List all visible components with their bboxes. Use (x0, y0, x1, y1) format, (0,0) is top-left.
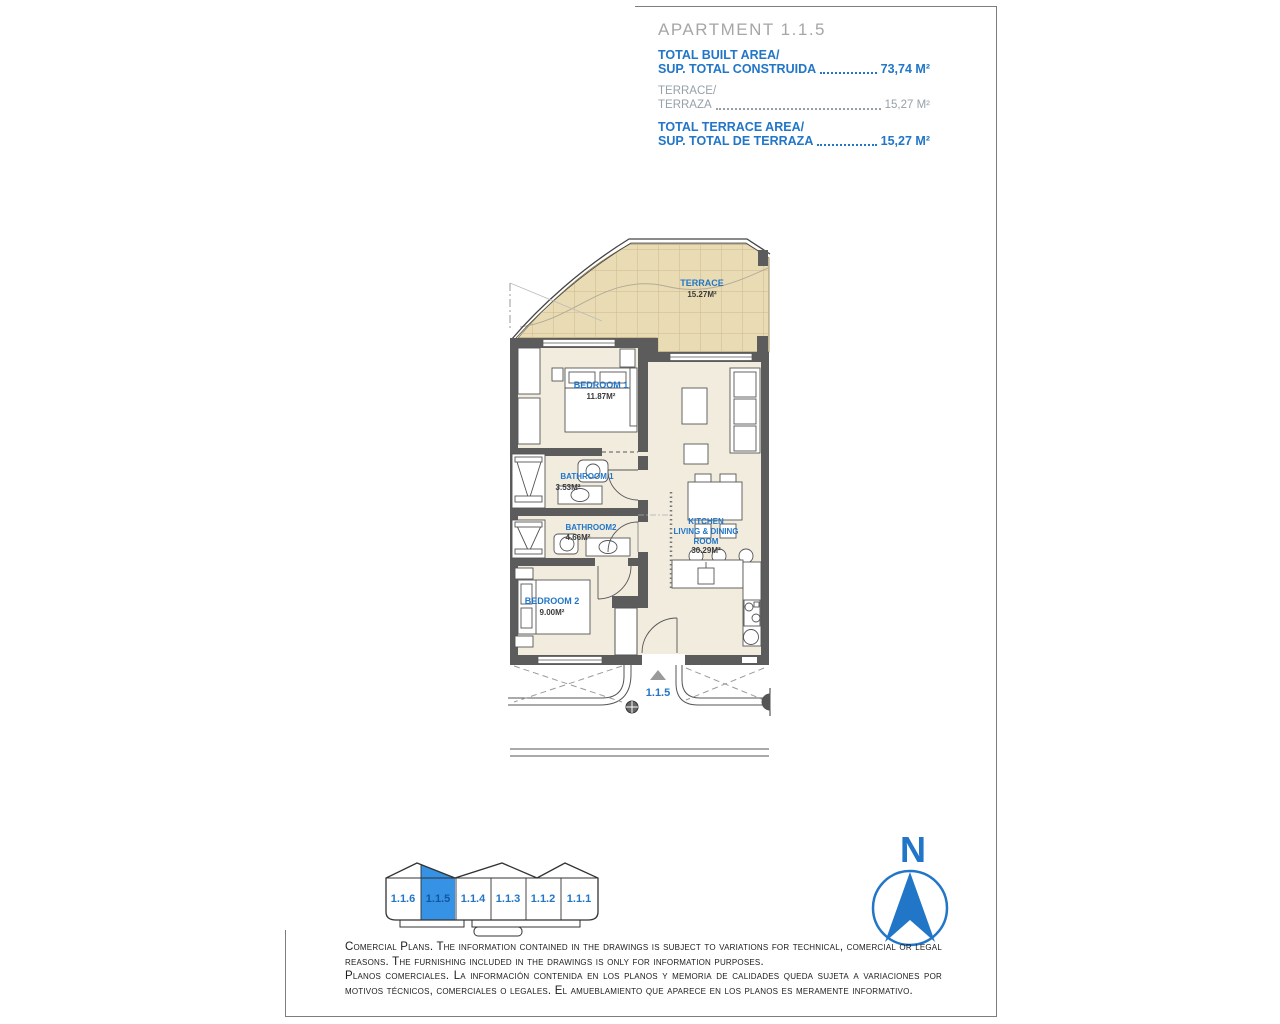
built-area-label-en: TOTAL BUILT AREA/ (658, 48, 780, 62)
bedroom2-name: BEDROOM 2 (524, 596, 580, 606)
dresser (620, 349, 635, 367)
room-terrace (510, 239, 770, 352)
sheet-border-right (996, 6, 997, 1017)
bathroom2-name: BATHROOM2 (565, 523, 617, 532)
entrance-arrow-icon (650, 670, 666, 680)
terrace-area: 15.27M² (687, 290, 717, 299)
terrace-label-en: TERRACE/ (658, 85, 717, 97)
bathroom1-area: 3.53M² (555, 483, 581, 492)
dotted-leader (716, 108, 881, 110)
side-unit (630, 368, 637, 426)
unit-1-1-4: 1.1.4 (460, 893, 486, 905)
terrace-area-label-es: SUP. TOTAL DE TERRAZA (658, 134, 814, 148)
unit-1-1-6: 1.1.6 (390, 893, 416, 905)
coffee-table (682, 388, 707, 424)
terrace-area-label-en: TOTAL TERRACE AREA/ (658, 120, 805, 134)
terrace-label-es: TERRAZA (658, 99, 712, 111)
dotted-leader (820, 72, 877, 74)
kitchen-sink (698, 568, 714, 584)
kitchen-name-1: KITCHEN (688, 517, 724, 526)
unit-1-1-1: 1.1.1 (566, 893, 592, 905)
kitchen-name-2: LIVING & DINING (673, 527, 739, 536)
terrace-pier (758, 250, 768, 266)
entry-closet (615, 608, 637, 655)
lower-walkways (508, 665, 770, 756)
entrance-marker (646, 670, 670, 699)
bedroom1-name: BEDROOM 1 (573, 380, 629, 390)
kitchen-area: 30.29M² (691, 546, 721, 555)
entrance-opening (642, 654, 685, 666)
apartment-info-header (658, 20, 930, 156)
built-area-label-es: SUP. TOTAL CONSTRUIDA (658, 62, 817, 76)
wardrobe (518, 398, 540, 444)
kitchen-vent-notch (742, 657, 757, 663)
building-outline (386, 863, 598, 920)
bedroom1-area: 11.87M² (586, 392, 616, 401)
unit-1-1-5: 1.1.5 (425, 893, 451, 905)
nightstand (515, 568, 533, 579)
terrace-pier (757, 336, 768, 352)
pillow (521, 608, 532, 628)
sheet-border-top (635, 6, 996, 7)
dotted-leader (817, 144, 876, 146)
terrace-row (658, 84, 930, 113)
terrace-value: 15,27 M² (884, 99, 930, 111)
unit-1-1-3: 1.1.3 (495, 893, 521, 905)
round-sink (744, 630, 759, 645)
building-base (400, 920, 580, 936)
nightstand (552, 368, 563, 381)
built-area-value: 73,74 M² (880, 62, 930, 76)
terrace-area-value: 15,27 M² (880, 134, 930, 148)
floor-plan (490, 228, 790, 773)
disclaimer-en: Comercial Plans. The information contained in the drawings is subject to variations for technical, comercial or legal reasons. The furnishing included in the drawings is only for information purposes. (345, 941, 942, 968)
survey-point (762, 694, 770, 710)
sheet-border-left (285, 930, 286, 1016)
unit-1-1-2: 1.1.2 (530, 893, 556, 905)
north-compass (856, 826, 966, 950)
terrace-area-row (658, 120, 930, 149)
built-area-row (658, 48, 930, 77)
void-cross (686, 668, 764, 700)
bathroom2-area: 4.66M² (565, 533, 591, 542)
sheet-border-bottom (285, 1016, 997, 1017)
bedroom2-area: 9.00M² (539, 608, 565, 617)
wardrobe (518, 348, 540, 394)
nightstand (515, 636, 533, 647)
terrace-name: TERRACE (680, 278, 724, 288)
dining-table (688, 482, 742, 520)
kitchen-name-3: ROOM (693, 537, 719, 546)
bathroom1-name: BATHROOM 1 (560, 472, 614, 481)
apartment-title: APARTMENT 1.1.5 (658, 20, 826, 39)
void-cross (514, 666, 622, 702)
side-table (684, 444, 708, 464)
entrance-unit-label: 1.1.5 (645, 687, 671, 699)
north-needle-icon (885, 872, 935, 942)
disclaimer-es: Planos comerciales. La información contenida en los planos y memoria de calidades queda sujeta a variaciones por motivos técnicos, comerciales o legales. El amueblamiento que aparece en los planos es meramente informativo. (345, 970, 942, 997)
disclaimer (345, 940, 942, 998)
north-label: N (900, 829, 926, 870)
